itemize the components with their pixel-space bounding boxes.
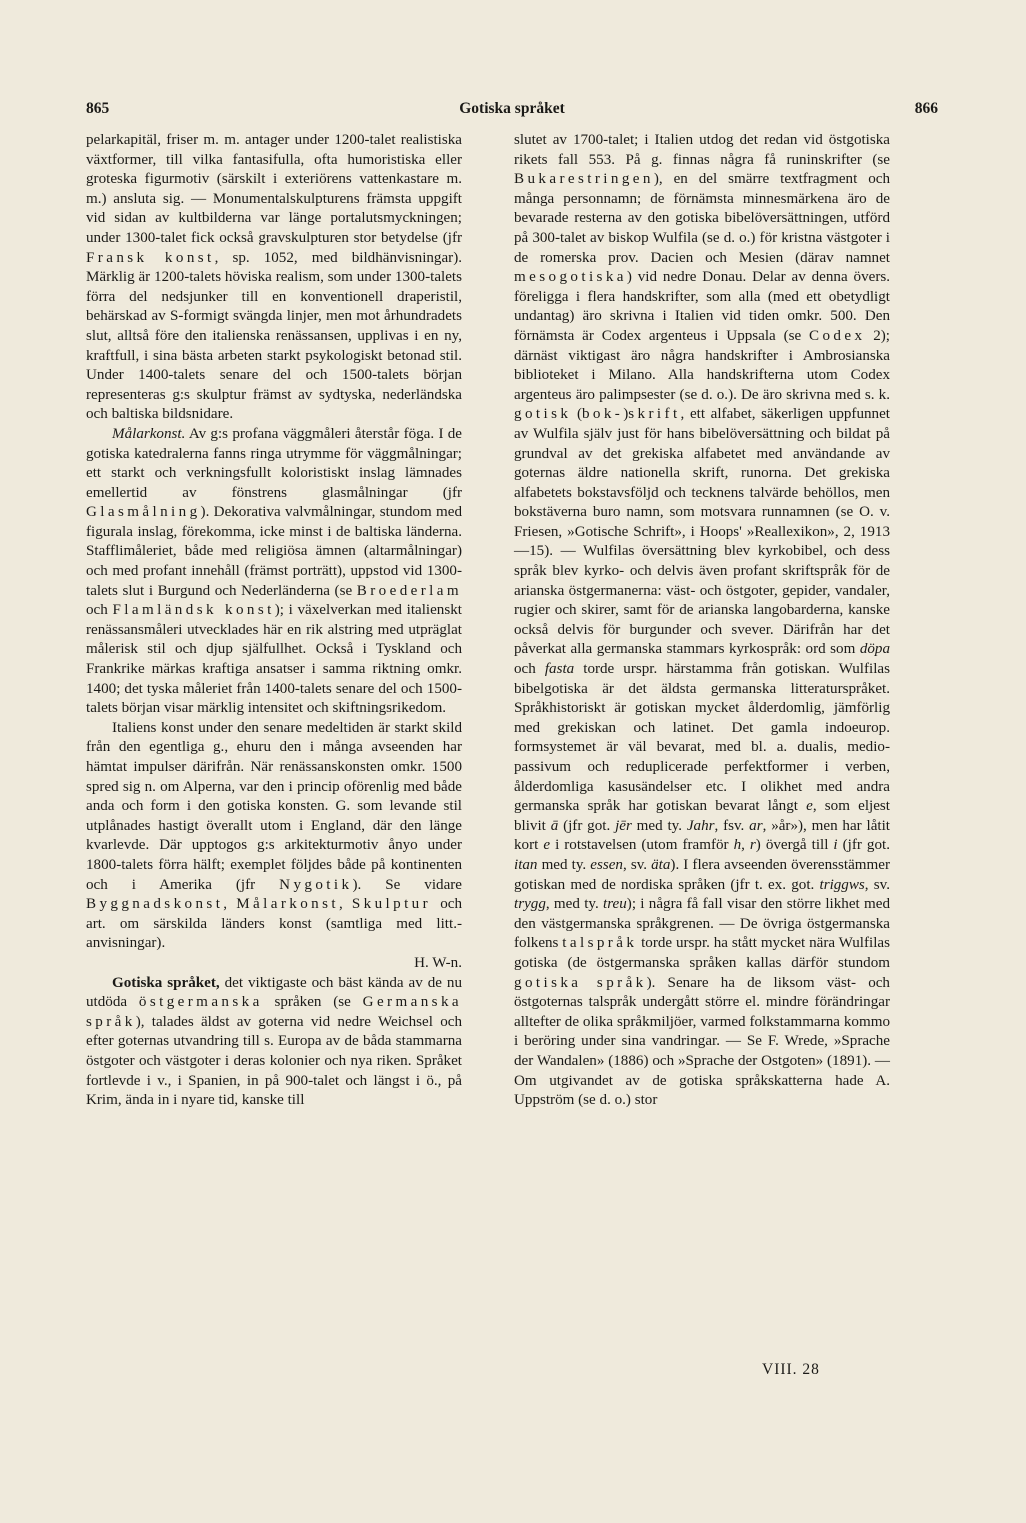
text-run: ). Senare ha de liksom väst- och östgoternas talspråk undergått större el. mindre förändringar alltefter de olika språkmiljöer, varmed folkstammarna kommo i beröring under sina vandringar. — Se F. Wrede, »Sprache der Wandalen» (1886) och »Sprache der Ostgoten» (1891). — Om utgivandet av de gotiska språkskatterna hade A. Uppström (se d. o.) stor <box>514 974 890 1109</box>
cross-reference: talspråk <box>562 935 638 952</box>
text-run: med ty. <box>631 817 687 834</box>
cross-reference: gotisk <box>514 406 572 423</box>
text-run: torde urspr. härstamma från gotiskan. Wulfilas bibelgotiska är det äldsta germanska litteraturspråket. Språkhistoriskt är gotiskan mycket ålderdomlig, jämförlig med grekiskan och latinet. Det gamla indoeurop. formsystemet är väl bevarat, med bl. a. dualis, medio-passivum och reduplicerade perfektformer i verben, ålderdomliga kasusändelser etc. I olikhet med andra germanska språk har gotiskan bevarat långt <box>514 661 890 815</box>
section-heading: Målarkonst. <box>112 425 186 442</box>
text-run: och <box>86 602 113 619</box>
right-column <box>514 131 890 1111</box>
text-run: ). Se vidare <box>352 876 463 893</box>
text-run: , sv. <box>622 856 652 873</box>
example-word: essen <box>590 856 623 873</box>
text-run: (jfr got. <box>558 817 616 834</box>
text-run: , ett alfabet, säkerligen uppfunnet av Wulfila själv just för hans bibelöversättning och bildat på grundval av det grekiska alfabetet med användande av goternas äldre nationella skrift, runorna. Det grekiska alfabetets bokstavsföljd och tecknens talvärde behöllos, men bokstäverna buro namn, som motsvara runnamnen (se O. v. Friesen, »Gotische Schrift», i Hoops' »Reallexikon», 2, 1913—15). — Wulfilas översättning blev kyrkobibel, och dess språk blev kyrko- och delvis även profant skriftspråk för de arianska östgermanerna: väst- och östgoter, gepider, vandaler, rugier och skirer, samt för de arianska langobarderna, kanske också delvis för burgunder och svever. Därifrån har det påverkat alla germanska stammars kyrkospråk: ord som <box>514 406 890 658</box>
example-word: triggws <box>819 876 865 893</box>
cross-reference: Glasmålning <box>86 504 201 521</box>
text-run: , <box>223 896 237 913</box>
cross-reference: Nygotik <box>279 876 353 893</box>
text-run: ); i några få fall visar den större likhet med den västgermanska språkgrenen. — De övriga östgermanska folkens <box>514 896 890 952</box>
text-run: det viktigaste och bäst kända av de nu utdöda <box>86 974 462 1011</box>
text-run: pelarkapitäl, friser m. m. antager under 1200-talet realistiska växtformer, till vilka fantasifulla, ofta humoristiska eller groteska figurmotiv (särskilt i exteriörens vattenkastare m. m.) ansluta sig. — Monumentalskulpturens främsta uppgift vid sidan av kultbilderna var länge portalutsmyckningen; under 1300-talet fick också gravskulpturen stor betydelse (jfr <box>86 132 462 246</box>
cross-reference: Målarkonst <box>236 896 339 913</box>
example-word: h, r <box>733 837 756 854</box>
text-run: ) vid nedre Donau. Delar av denna övers. föreligga i flera handskrifter, som alla (med ett obetydligt undantag) äro skrivna i Italien vid tiden omkr. 500. Den förnämsta är Codex argenteus i Uppsala (se <box>514 269 890 344</box>
example-word: itan <box>514 856 538 873</box>
author-signature: H. W-n. <box>414 954 462 971</box>
text-run: ), en del smärre textfragment och många personnamn; de förnämsta minnesmärkena äro de bevarade resterna av den gotiska bibelöversättningen, utförd på 300-talet av biskop Wulfila (se d. o.) för kristna västgoter i de romerska prov. Dacien och Mesien (därav namnet <box>514 171 890 266</box>
text-run: , med ty. <box>545 896 604 913</box>
paragraph-sculpture <box>86 131 462 425</box>
example-word: ā <box>550 817 559 834</box>
cross-reference: östgermanska <box>138 994 263 1011</box>
entry-headword: Gotiska språket, <box>112 974 220 991</box>
text-run: (jfr got. <box>837 837 890 854</box>
cross-reference: mesogotiska <box>514 269 627 286</box>
cross-reference: gotiska språk <box>514 974 647 991</box>
left-column <box>86 131 462 1111</box>
cross-reference: Byggnadskonst <box>86 896 224 913</box>
text-run: ). Dekorativa valvmålningar, stundom med figurala inslag, förekomma, icke minst i de baltiska länderna. Stafflimåleriet, både med religiösa ämnen (altarmålningar) och med profant innehåll (främst porträtt), uppstod vid 1300-talets slut i Burgund och Nederländerna (se <box>86 504 462 599</box>
page-number-left: 865 <box>86 100 110 117</box>
text-run: torde urspr. ha stått mycket nära Wulfilas gotiska (de östgermanska språken kallas därför stundom <box>514 935 890 971</box>
cross-reference: Germanska språk <box>86 994 462 1030</box>
text-run: , fsv. <box>714 817 750 834</box>
text-run: ), talades äldst av goterna vid nedre Weichsel och efter goternas utvandring till s. Europa av de båda stammarna östgoter och västgoter i deras kolonier och nya riken. Språket fortlevde i v., i Spanien, in på 900-talet och längst i ö., på Krim, ända in i nyare tid, kanske till <box>86 1013 462 1109</box>
text-run: och art. om särskilda länders konst (samtliga med litt.-anvisningar). <box>86 896 462 952</box>
page-header <box>86 100 938 124</box>
cross-reference: skrift <box>628 406 681 423</box>
cross-reference: Fransk konst <box>86 249 215 266</box>
example-word: äta <box>651 856 671 873</box>
text-run: slutet av 1700-talet; i Italien utdog det redan vid östgotiska rikets fall 553. På g. finnas några få runinskrifter (se <box>514 132 890 168</box>
text-run: , <box>338 896 352 913</box>
example-word: i <box>833 837 838 854</box>
paragraph-gothic-language <box>86 974 462 1111</box>
running-title: Gotiska språket <box>459 100 565 117</box>
text-run: , sv. <box>864 876 890 893</box>
example-word: ar <box>749 817 763 834</box>
cross-reference: Skulptur <box>351 896 432 913</box>
paragraph-continuation <box>514 131 890 1111</box>
example-word: e <box>543 837 551 854</box>
paragraph-painting <box>86 425 462 719</box>
example-word: döpa <box>859 641 890 658</box>
text-run: Italiens konst under den senare medeltiden är starkt skild från den egentliga g., ehuru den i många avseenden har hämtat impulser därifrån. När renässanskonsten omkr. 1500 spred sig n. om Alperna, var den i princip oförenlig med både anda och form i den gotiska konsten. G. som levande stil utplånades hastigt överallt utom i England, där den länge kvarlevde. Där upptogos g:s arkitekturmotiv ånyo under 1800-talets förra hälft; exemplet följdes både på kontinenten och i Amerika (jfr <box>86 719 462 893</box>
cross-reference: Flamländsk konst <box>112 602 275 619</box>
example-word: Jahr <box>686 817 715 834</box>
cross-reference: Codex <box>809 327 866 344</box>
text-run: ) <box>623 406 629 423</box>
text-run: ); i växelverkan med italienskt renässansmåleri utvecklades här en rik alstring med utpräglat målerisk stil och djup själfullhet. Också i Tyskland och Frankrike märkas kraftiga ansatser i samma riktning omkr. 1400; det tyska måleriet från 1400-talets senare del och 1500-talets början visar märklig intensitet och skiftningsrikedom. <box>86 602 462 717</box>
cross-reference: Broederlam <box>356 582 462 599</box>
text-run: ). I flera avseenden överensstämmer gotiskan med de nordiska språken (jfr t. ex. got. <box>514 856 890 893</box>
text-run: Av g:s profana väggmåleri återstår föga. I de gotiska katedralerna fanns ringa utrymme för väggmålningar; ett starkt och verkningsfullt koloristiskt inslag lämnades emellertid av fönstrens glasmålningar (jfr <box>86 425 462 501</box>
signature-mark: VIII. 28 <box>762 1361 820 1378</box>
example-word: trygg <box>514 896 546 913</box>
paragraph-italy <box>86 719 462 954</box>
text-run: , »år»), men har låtit kort <box>514 817 891 854</box>
text-run: 2); därnäst viktigast äro några handskrifter i Ambrosianska biblioteket i Milano. Alla handskrifterna utom Codex argenteus äro palimpsester (se d. o.). De äro skrivna med s. k. <box>514 327 891 403</box>
text-run: , sp. 1052, med bildhänvisningar). Märklig är 1200-talets höviska realism, som under 1300-talets förra del nedsjunker till en konventionell draperistil, behärskad av S-formigt svängda linjer, men mot århundradets slut, alltså före den italienska renässansen, upplivas i en ny, kraftfull, i sina bästa arbeten starkt psykologiskt betonad stil. Under 1400-talets senare del och 1500-talets början representeras g:s skulptur främst av sydtyska, nederländska och baltiska bildsnidare. <box>86 249 463 423</box>
text-run: med ty. <box>537 856 591 873</box>
cross-reference: bok- <box>581 406 624 423</box>
page-number-right: 866 <box>914 100 938 117</box>
cross-reference: Bukarestringen <box>514 171 654 188</box>
text-run: i rotstavelsen (utom framför <box>550 837 734 854</box>
example-word: treu <box>603 896 627 913</box>
text-run: ( <box>571 406 582 423</box>
text-run: , som eljest blivit <box>514 798 890 834</box>
text-run: och <box>514 661 545 678</box>
example-word: fasta <box>544 661 575 678</box>
example-word: e <box>806 798 813 815</box>
text-run: språken (se <box>262 994 363 1011</box>
example-word: jēr <box>615 817 632 834</box>
text-run: ) övergå till <box>755 837 834 854</box>
